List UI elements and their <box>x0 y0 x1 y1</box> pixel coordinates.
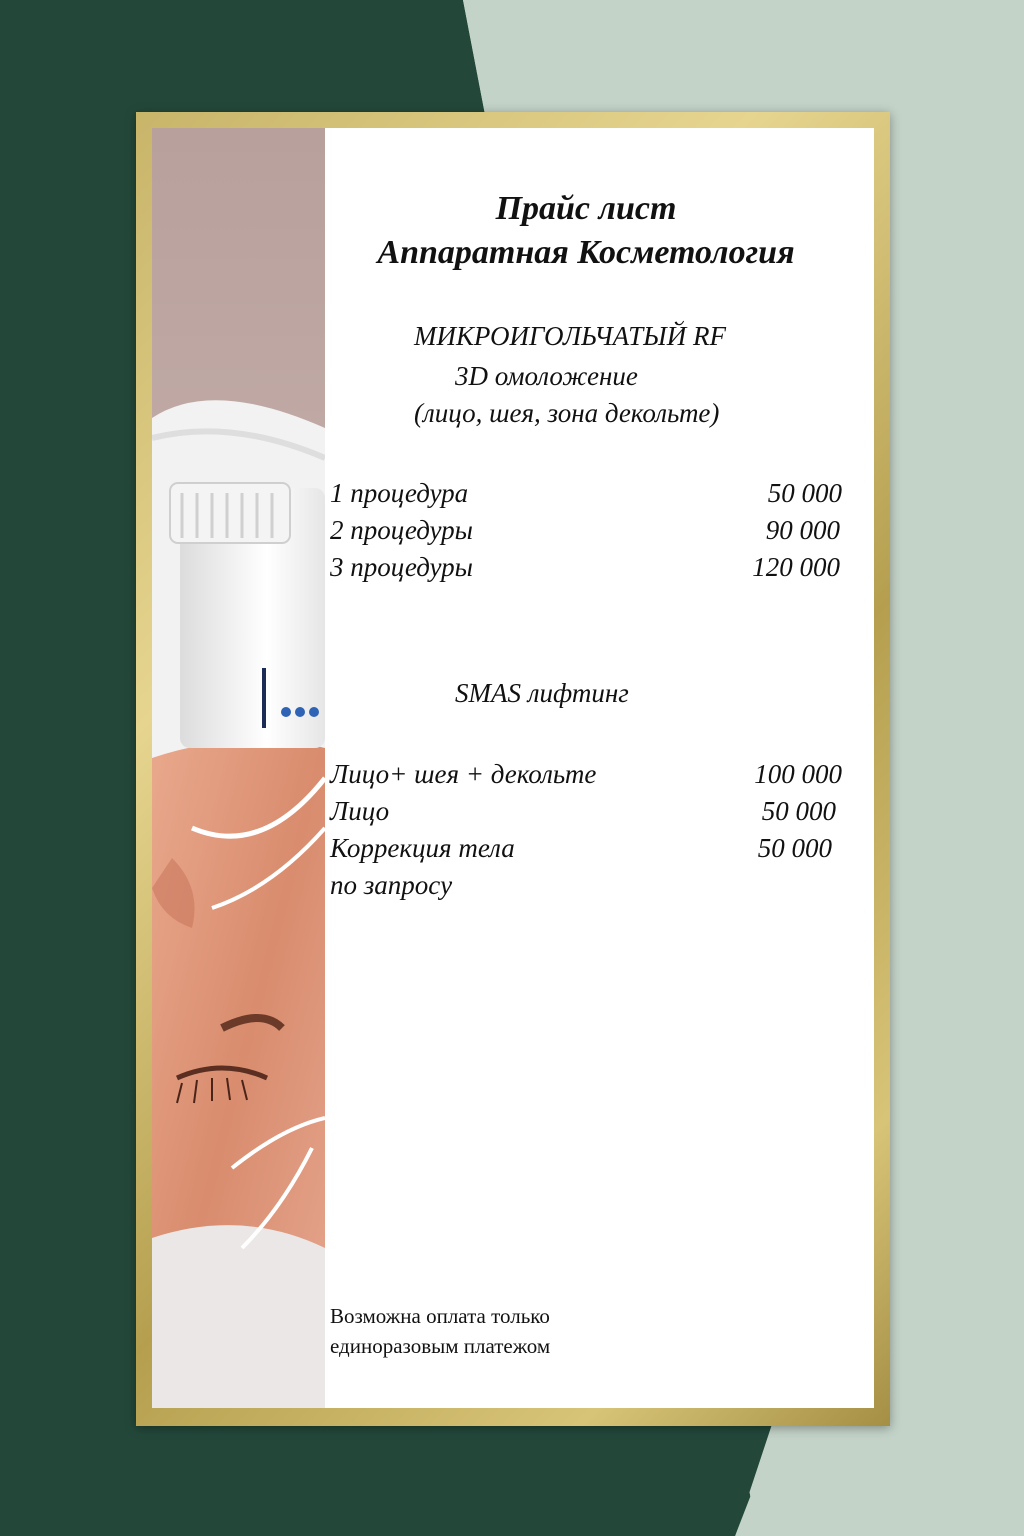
section2-item-name: Коррекция тела <box>330 833 515 863</box>
page-title-line2: Аппаратная Косметология <box>377 234 795 271</box>
section1-item-name: 3 процедуры <box>330 552 473 582</box>
section1-zones: (лицо, шея, зона декольте) <box>414 398 720 428</box>
procedure-photo <box>152 128 325 1408</box>
section2-item-name: Лицо+ шея + декольте <box>330 759 597 789</box>
section1-subtitle: 3D омоложение <box>455 361 638 391</box>
section1-item-price: 90 000 <box>765 515 840 545</box>
payment-note-line1: Возможна оплата только <box>330 1304 550 1328</box>
price-card <box>152 128 874 1408</box>
section2-extra: по запросу <box>330 870 453 900</box>
page-title-line1: Прайс лист <box>495 190 677 227</box>
payment-note-line2: единоразовым платежом <box>330 1334 551 1358</box>
section2-item-price: 50 000 <box>757 833 832 863</box>
section1-item-name: 1 процедура <box>330 478 469 508</box>
section2-item-name: Лицо <box>330 796 390 826</box>
section1-item-price: 50 000 <box>767 478 842 508</box>
section1-item-price: 120 000 <box>752 552 840 582</box>
section1-title: МИКРОИГОЛЬЧАТЫЙ RF <box>414 321 726 351</box>
section2-title: SMAS лифтинг <box>455 678 629 708</box>
section1-item-name: 2 процедуры <box>330 515 473 545</box>
section2-item-price: 100 000 <box>754 759 842 789</box>
section2-item-price: 50 000 <box>761 796 836 826</box>
